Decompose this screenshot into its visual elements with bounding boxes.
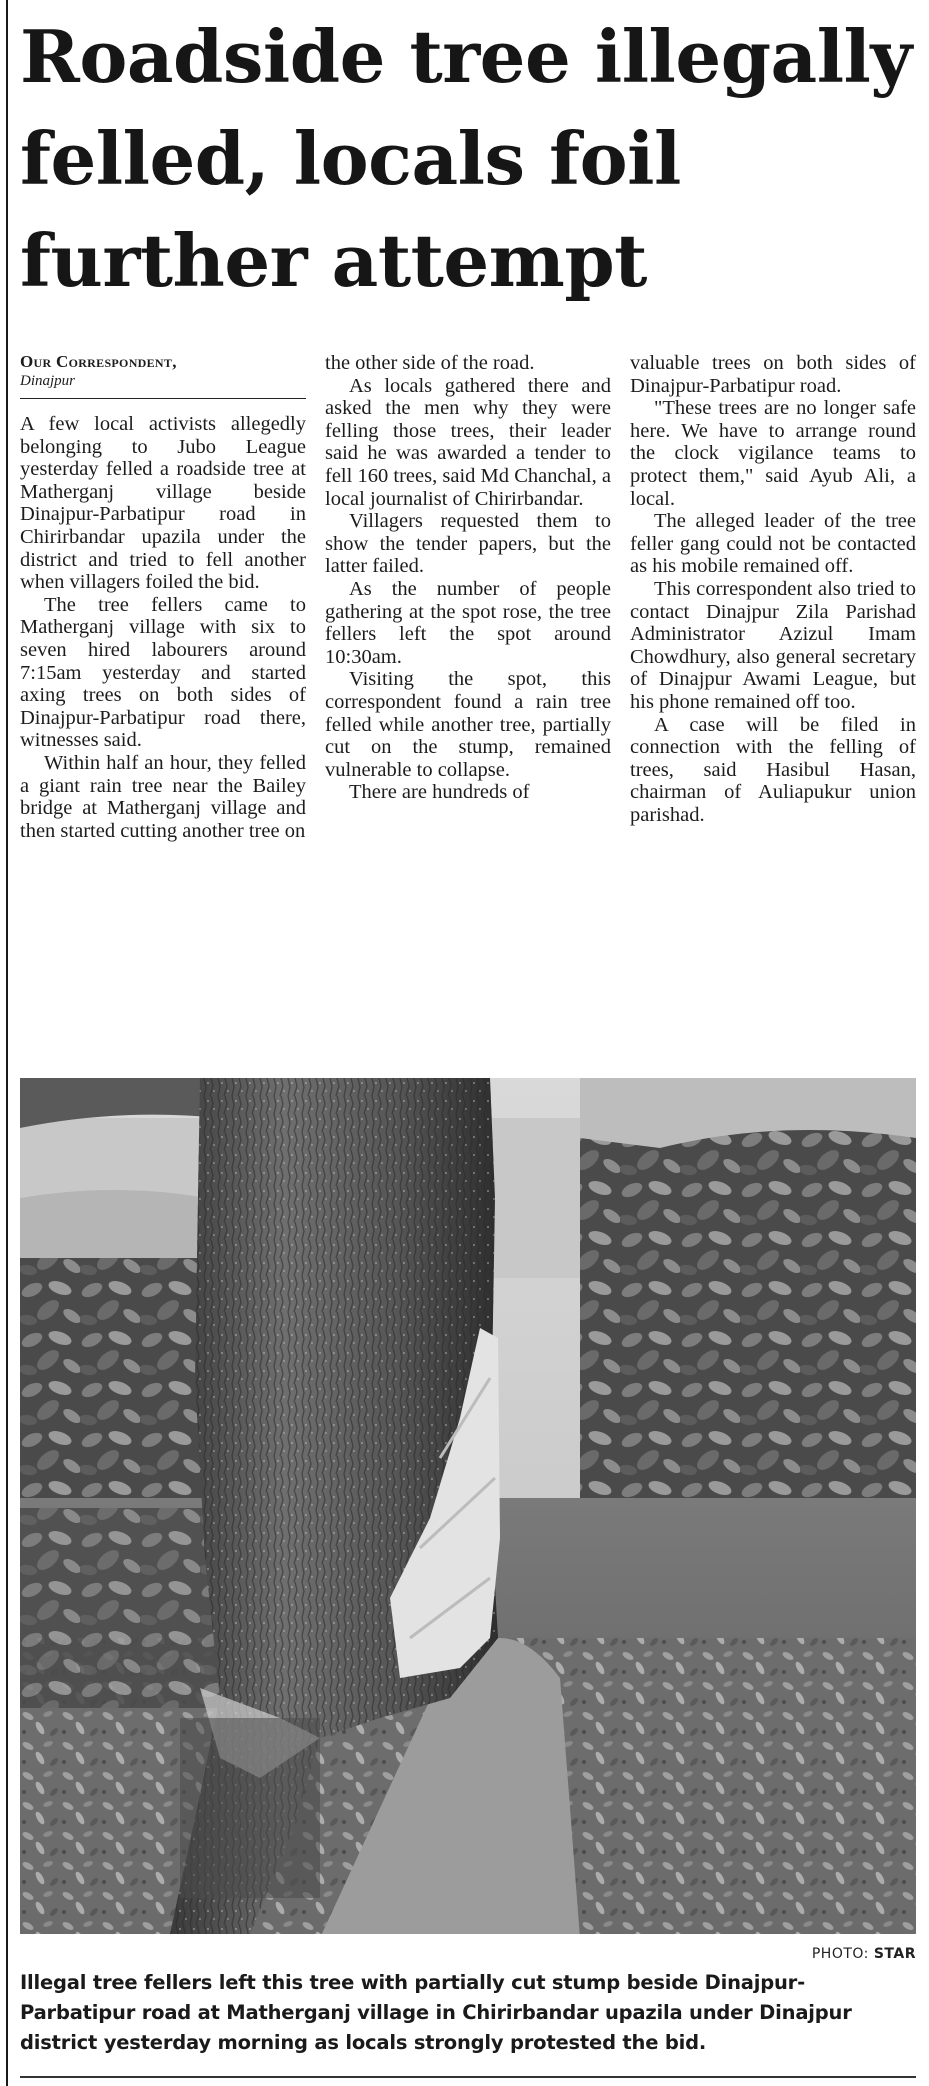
- left-column-rule: [6, 0, 8, 2086]
- paragraph: valuable trees on both sides of Dinajpur-Parbatipur road.: [630, 352, 916, 397]
- paragraph: Within half an hour, they felled a giant rain tree near the Bailey bridge at Matherganj village and then started cutting another tree on: [20, 751, 306, 842]
- paragraph: This correspondent also tried to contact Dinajpur Zila Parishad Administrator Azizul Imam Chowdhury, also general secretary of Dinajpur Awami League, but his phone remained off too.: [630, 577, 916, 713]
- credit-label: PHOTO:: [811, 1946, 869, 1962]
- photo-credit: [812, 1946, 916, 1962]
- column-1: [20, 352, 306, 1070]
- paragraph: The tree fellers came to Matherganj village with six to seven hired labourers around 7:15am yesterday and started axing trees on both sides of Dinajpur-Parbatipur road there, witnesses said.: [20, 593, 306, 752]
- byline: [20, 352, 306, 399]
- column-2: [325, 352, 611, 1070]
- paragraph: "These trees are no longer safe here. We have to arrange round the clock vigilance teams to protect them," said Ayub Ali, a local.: [630, 397, 916, 510]
- paragraph: Villagers requested them to show the tender papers, but the latter failed.: [325, 510, 611, 578]
- photo-caption: Illegal tree fellers left this tree with partially cut stump beside Dinajpur-Parbatipur road at Matherganj village in Chirirbandar upazila under Dinajpur district yesterday morning as locals strongly protested the bid.: [20, 1971, 852, 2054]
- byline-name: Our Correspondent,: [20, 352, 177, 371]
- paragraph: A few local activists allegedly belonging to Jubo League yesterday felled a roadside tree at Matherganj village beside Dinajpur-Parbatipur road in Chirirbandar upazila under the district and tried to fell another when villagers foiled the bid.: [20, 413, 306, 594]
- paragraph: As the number of people gathering at the spot rose, the tree fellers left the spot around 10:30am.: [325, 577, 611, 668]
- news-photo: [20, 1078, 916, 1934]
- credit-source: STAR: [873, 1946, 916, 1962]
- tree-stump-photo: [20, 1078, 916, 1934]
- article-body: [20, 352, 916, 1070]
- paragraph: A case will be filed in connection with the felling of trees, said Hasibul Hasan, chairman of Auliapukur union parishad.: [630, 713, 916, 826]
- paragraph: There are hundreds of: [349, 781, 530, 804]
- column-3: [630, 352, 916, 1070]
- byline-place: Dinajpur: [20, 373, 76, 389]
- paragraph: As locals gathered there and asked the men why they were felling those trees, their leader said he was awarded a tender to fell 160 trees, said Md Chanchal, a local journalist of Chirirbandar.: [325, 374, 611, 510]
- paragraph: The alleged leader of the tree feller gang could not be contacted as his mobile remained off.: [630, 510, 916, 578]
- paragraph: Visiting the spot, this correspondent found a rain tree felled while another tree, partially cut on the stump, remained vulnerable to collapse.: [325, 668, 611, 781]
- bottom-rule: [20, 2076, 916, 2078]
- paragraph: the other side of the road.: [325, 352, 535, 374]
- headline: Roadside tree illegally felled, locals foil further attempt: [20, 14, 912, 303]
